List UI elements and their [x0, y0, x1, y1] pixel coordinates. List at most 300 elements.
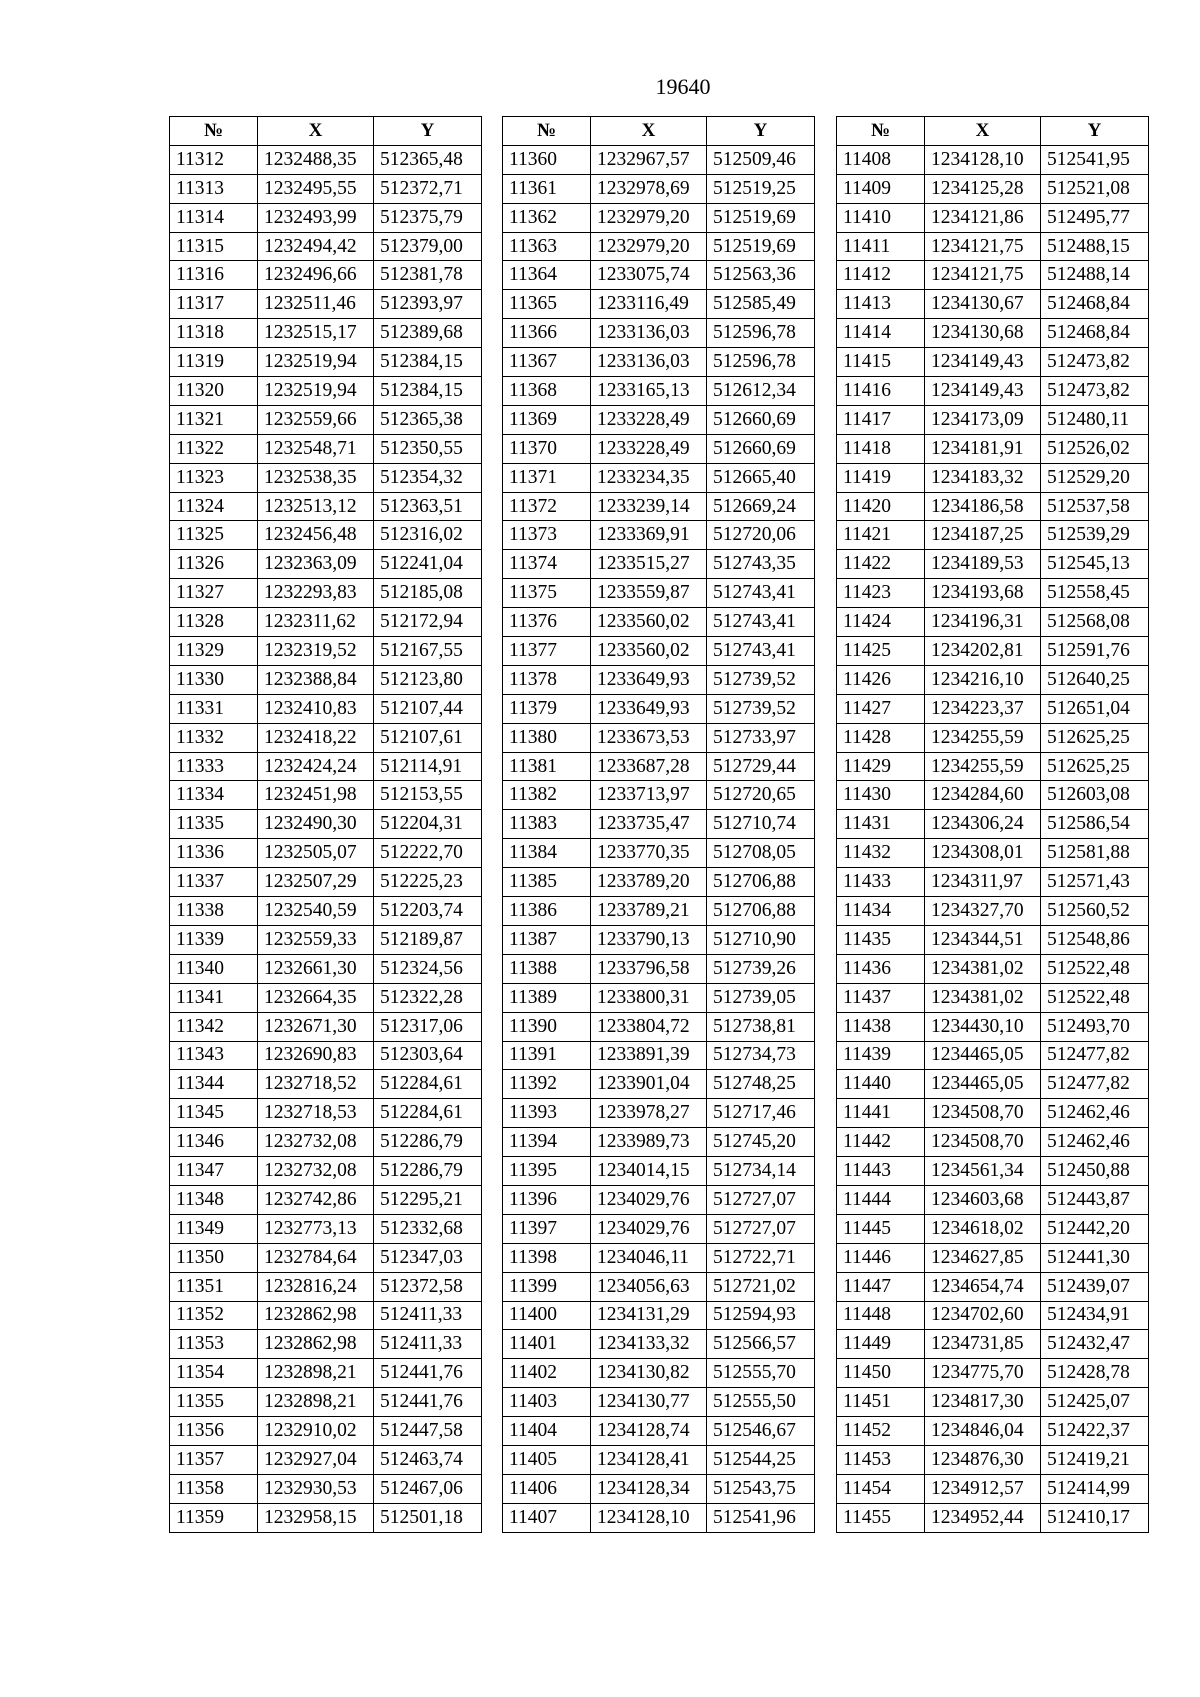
table-row	[503, 348, 815, 377]
point-number-cell: 11358	[170, 1474, 258, 1503]
point-number-cell: 11366	[503, 319, 591, 348]
point-number-cell: 11439	[837, 1041, 925, 1070]
table-row	[837, 608, 1149, 637]
point-number-cell: 11420	[837, 492, 925, 521]
x-coordinate-cell: 1233735,47	[591, 810, 707, 839]
point-number-cell: 11335	[170, 810, 258, 839]
table-row	[170, 810, 482, 839]
coordinates-table-3	[836, 116, 1149, 1533]
x-coordinate-cell: 1232424,24	[258, 752, 374, 781]
point-number-cell: 11354	[170, 1359, 258, 1388]
table-row	[837, 579, 1149, 608]
table-row	[503, 983, 815, 1012]
point-number-cell: 11424	[837, 608, 925, 637]
table-row	[503, 839, 815, 868]
y-coordinate-cell: 512167,55	[374, 637, 482, 666]
y-coordinate-cell: 512384,15	[374, 377, 482, 406]
table-row	[837, 1041, 1149, 1070]
y-coordinate-cell: 512462,46	[1041, 1128, 1149, 1157]
x-coordinate-cell: 1234121,75	[925, 232, 1041, 261]
y-coordinate-cell: 512743,41	[707, 579, 815, 608]
x-coordinate-cell: 1232690,83	[258, 1041, 374, 1070]
x-coordinate-cell: 1234381,02	[925, 954, 1041, 983]
point-number-cell: 11341	[170, 983, 258, 1012]
table-row	[170, 1243, 482, 1272]
x-coordinate-cell: 1234430,10	[925, 1012, 1041, 1041]
header-row	[170, 117, 482, 146]
y-coordinate-cell: 512372,71	[374, 174, 482, 203]
y-coordinate-cell: 512586,54	[1041, 810, 1149, 839]
x-coordinate-cell: 1232451,98	[258, 781, 374, 810]
x-coordinate-cell: 1234618,02	[925, 1214, 1041, 1243]
table-row	[503, 608, 815, 637]
x-coordinate-cell: 1232559,66	[258, 405, 374, 434]
y-coordinate-cell: 512411,33	[374, 1301, 482, 1330]
x-coordinate-cell: 1234255,59	[925, 752, 1041, 781]
x-coordinate-cell: 1232773,13	[258, 1214, 374, 1243]
point-number-cell: 11368	[503, 377, 591, 406]
table-row	[837, 492, 1149, 521]
y-coordinate-cell: 512558,45	[1041, 579, 1149, 608]
coordinates-table-1	[169, 116, 482, 1533]
table-row	[170, 1012, 482, 1041]
point-number-cell: 11443	[837, 1157, 925, 1186]
table-row	[503, 1388, 815, 1417]
y-coordinate-cell: 512488,15	[1041, 232, 1149, 261]
x-coordinate-cell: 1234912,57	[925, 1474, 1041, 1503]
column-header-y: Y	[374, 117, 482, 146]
table-row	[837, 1388, 1149, 1417]
y-coordinate-cell: 512509,46	[707, 145, 815, 174]
y-coordinate-cell: 512745,20	[707, 1128, 815, 1157]
x-coordinate-cell: 1232958,15	[258, 1503, 374, 1532]
x-coordinate-cell: 1232910,02	[258, 1417, 374, 1446]
x-coordinate-cell: 1232388,84	[258, 665, 374, 694]
table-row	[837, 377, 1149, 406]
y-coordinate-cell: 512522,48	[1041, 954, 1149, 983]
y-coordinate-cell: 512727,07	[707, 1214, 815, 1243]
y-coordinate-cell: 512625,25	[1041, 723, 1149, 752]
table-row	[837, 1012, 1149, 1041]
table-row	[503, 1128, 815, 1157]
table-row	[170, 1503, 482, 1532]
column-header-y: Y	[1041, 117, 1149, 146]
point-number-cell: 11455	[837, 1503, 925, 1532]
x-coordinate-cell: 1233649,93	[591, 665, 707, 694]
x-coordinate-cell: 1234216,10	[925, 665, 1041, 694]
table-row	[837, 752, 1149, 781]
point-number-cell: 11332	[170, 723, 258, 752]
point-number-cell: 11369	[503, 405, 591, 434]
point-number-cell: 11403	[503, 1388, 591, 1417]
table-row	[170, 1070, 482, 1099]
table-row	[170, 1301, 482, 1330]
x-coordinate-cell: 1232456,48	[258, 521, 374, 550]
point-number-cell: 11349	[170, 1214, 258, 1243]
x-coordinate-cell: 1232511,46	[258, 290, 374, 319]
table-row	[170, 665, 482, 694]
point-number-cell: 11453	[837, 1445, 925, 1474]
table-row	[170, 174, 482, 203]
point-number-cell: 11407	[503, 1503, 591, 1532]
point-number-cell: 11382	[503, 781, 591, 810]
table-row	[170, 1272, 482, 1301]
y-coordinate-cell: 512317,06	[374, 1012, 482, 1041]
point-number-cell: 11444	[837, 1185, 925, 1214]
x-coordinate-cell: 1232967,57	[591, 145, 707, 174]
y-coordinate-cell: 512381,78	[374, 261, 482, 290]
x-coordinate-cell: 1232671,30	[258, 1012, 374, 1041]
point-number-cell: 11450	[837, 1359, 925, 1388]
column-header-x: X	[925, 117, 1041, 146]
y-coordinate-cell: 512541,95	[1041, 145, 1149, 174]
point-number-cell: 11430	[837, 781, 925, 810]
x-coordinate-cell: 1234196,31	[925, 608, 1041, 637]
point-number-cell: 11325	[170, 521, 258, 550]
x-coordinate-cell: 1232515,17	[258, 319, 374, 348]
point-number-cell: 11386	[503, 897, 591, 926]
table-row	[503, 174, 815, 203]
point-number-cell: 11334	[170, 781, 258, 810]
y-coordinate-cell: 512286,79	[374, 1157, 482, 1186]
point-number-cell: 11419	[837, 463, 925, 492]
x-coordinate-cell: 1233075,74	[591, 261, 707, 290]
table-row	[837, 1359, 1149, 1388]
y-coordinate-cell: 512539,29	[1041, 521, 1149, 550]
point-number-cell: 11431	[837, 810, 925, 839]
y-coordinate-cell: 512739,26	[707, 954, 815, 983]
point-number-cell: 11435	[837, 925, 925, 954]
point-number-cell: 11364	[503, 261, 591, 290]
table-row	[503, 377, 815, 406]
y-coordinate-cell: 512225,23	[374, 868, 482, 897]
y-coordinate-cell: 512324,56	[374, 954, 482, 983]
y-coordinate-cell: 512493,70	[1041, 1012, 1149, 1041]
x-coordinate-cell: 1234817,30	[925, 1388, 1041, 1417]
x-coordinate-cell: 1234311,97	[925, 868, 1041, 897]
x-coordinate-cell: 1234014,15	[591, 1157, 707, 1186]
x-coordinate-cell: 1234381,02	[925, 983, 1041, 1012]
y-coordinate-cell: 512529,20	[1041, 463, 1149, 492]
x-coordinate-cell: 1233239,14	[591, 492, 707, 521]
y-coordinate-cell: 512365,48	[374, 145, 482, 174]
point-number-cell: 11426	[837, 665, 925, 694]
y-coordinate-cell: 512734,73	[707, 1041, 815, 1070]
y-coordinate-cell: 512203,74	[374, 897, 482, 926]
y-coordinate-cell: 512739,52	[707, 665, 815, 694]
point-number-cell: 11391	[503, 1041, 591, 1070]
y-coordinate-cell: 512347,03	[374, 1243, 482, 1272]
y-coordinate-cell: 512729,44	[707, 752, 815, 781]
y-coordinate-cell: 512734,14	[707, 1157, 815, 1186]
table-row	[837, 463, 1149, 492]
table-row	[170, 492, 482, 521]
table-row	[837, 1417, 1149, 1446]
table-row	[837, 261, 1149, 290]
point-number-cell: 11318	[170, 319, 258, 348]
table-row	[170, 954, 482, 983]
table-row	[170, 377, 482, 406]
table-row	[837, 405, 1149, 434]
point-number-cell: 11371	[503, 463, 591, 492]
y-coordinate-cell: 512722,71	[707, 1243, 815, 1272]
point-number-cell: 11363	[503, 232, 591, 261]
y-coordinate-cell: 512332,68	[374, 1214, 482, 1243]
point-number-cell: 11393	[503, 1099, 591, 1128]
point-number-cell: 11336	[170, 839, 258, 868]
point-number-cell: 11323	[170, 463, 258, 492]
point-number-cell: 11417	[837, 405, 925, 434]
point-number-cell: 11381	[503, 752, 591, 781]
table-row	[503, 665, 815, 694]
point-number-cell: 11392	[503, 1070, 591, 1099]
table-row	[503, 1185, 815, 1214]
x-coordinate-cell: 1233165,13	[591, 377, 707, 406]
point-number-cell: 11422	[837, 550, 925, 579]
y-coordinate-cell: 512596,78	[707, 319, 815, 348]
y-coordinate-cell: 512450,88	[1041, 1157, 1149, 1186]
y-coordinate-cell: 512545,13	[1041, 550, 1149, 579]
table-row	[170, 579, 482, 608]
x-coordinate-cell: 1234149,43	[925, 377, 1041, 406]
x-coordinate-cell: 1232496,66	[258, 261, 374, 290]
y-coordinate-cell: 512284,61	[374, 1070, 482, 1099]
column-header-number: №	[837, 117, 925, 146]
table-row	[837, 1445, 1149, 1474]
point-number-cell: 11345	[170, 1099, 258, 1128]
y-coordinate-cell: 512743,41	[707, 608, 815, 637]
point-number-cell: 11314	[170, 203, 258, 232]
table-row	[170, 261, 482, 290]
table-row	[837, 319, 1149, 348]
table-row	[503, 1474, 815, 1503]
y-coordinate-cell: 512733,97	[707, 723, 815, 752]
table-row	[837, 781, 1149, 810]
y-coordinate-cell: 512468,84	[1041, 290, 1149, 319]
y-coordinate-cell: 512480,11	[1041, 405, 1149, 434]
point-number-cell: 11380	[503, 723, 591, 752]
point-number-cell: 11351	[170, 1272, 258, 1301]
point-number-cell: 11326	[170, 550, 258, 579]
y-coordinate-cell: 512720,06	[707, 521, 815, 550]
x-coordinate-cell: 1232784,64	[258, 1243, 374, 1272]
point-number-cell: 11379	[503, 694, 591, 723]
x-coordinate-cell: 1234731,85	[925, 1330, 1041, 1359]
y-coordinate-cell: 512519,69	[707, 232, 815, 261]
y-coordinate-cell: 512706,88	[707, 897, 815, 926]
y-coordinate-cell: 512107,61	[374, 723, 482, 752]
x-coordinate-cell: 1234508,70	[925, 1128, 1041, 1157]
x-coordinate-cell: 1232661,30	[258, 954, 374, 983]
table-row	[837, 839, 1149, 868]
y-coordinate-cell: 512441,30	[1041, 1243, 1149, 1272]
y-coordinate-cell: 512710,90	[707, 925, 815, 954]
point-number-cell: 11414	[837, 319, 925, 348]
point-number-cell: 11331	[170, 694, 258, 723]
table-row	[503, 203, 815, 232]
x-coordinate-cell: 1233560,02	[591, 637, 707, 666]
x-coordinate-cell: 1234202,81	[925, 637, 1041, 666]
point-number-cell: 11387	[503, 925, 591, 954]
table-row	[837, 232, 1149, 261]
y-coordinate-cell: 512495,77	[1041, 203, 1149, 232]
y-coordinate-cell: 512432,47	[1041, 1330, 1149, 1359]
table-row	[170, 1128, 482, 1157]
table-row	[837, 897, 1149, 926]
table-row	[837, 174, 1149, 203]
y-coordinate-cell: 512743,41	[707, 637, 815, 666]
y-coordinate-cell: 512411,33	[374, 1330, 482, 1359]
point-number-cell: 11440	[837, 1070, 925, 1099]
y-coordinate-cell: 512596,78	[707, 348, 815, 377]
table-row	[170, 983, 482, 1012]
x-coordinate-cell: 1234223,37	[925, 694, 1041, 723]
x-coordinate-cell: 1233891,39	[591, 1041, 707, 1070]
x-coordinate-cell: 1234846,04	[925, 1417, 1041, 1446]
x-coordinate-cell: 1234284,60	[925, 781, 1041, 810]
x-coordinate-cell: 1232410,83	[258, 694, 374, 723]
table-row	[503, 579, 815, 608]
column-header-y: Y	[707, 117, 815, 146]
y-coordinate-cell: 512468,84	[1041, 319, 1149, 348]
point-number-cell: 11330	[170, 665, 258, 694]
point-number-cell: 11438	[837, 1012, 925, 1041]
table-row	[837, 1070, 1149, 1099]
point-number-cell: 11416	[837, 377, 925, 406]
table-row	[170, 1099, 482, 1128]
x-coordinate-cell: 1232311,62	[258, 608, 374, 637]
x-coordinate-cell: 1233228,49	[591, 405, 707, 434]
y-coordinate-cell: 512743,35	[707, 550, 815, 579]
table-row	[837, 665, 1149, 694]
table-row	[837, 1330, 1149, 1359]
table-row	[503, 463, 815, 492]
point-number-cell: 11401	[503, 1330, 591, 1359]
point-number-cell: 11373	[503, 521, 591, 550]
table-row	[503, 1070, 815, 1099]
y-coordinate-cell: 512439,07	[1041, 1272, 1149, 1301]
table-row	[503, 1503, 815, 1532]
y-coordinate-cell: 512393,97	[374, 290, 482, 319]
point-number-cell: 11350	[170, 1243, 258, 1272]
y-coordinate-cell: 512434,91	[1041, 1301, 1149, 1330]
y-coordinate-cell: 512443,87	[1041, 1185, 1149, 1214]
y-coordinate-cell: 512123,80	[374, 665, 482, 694]
point-number-cell: 11361	[503, 174, 591, 203]
page-number: 19640	[655, 74, 711, 99]
y-coordinate-cell: 512571,43	[1041, 868, 1149, 897]
x-coordinate-cell: 1233559,87	[591, 579, 707, 608]
x-coordinate-cell: 1232979,20	[591, 203, 707, 232]
x-coordinate-cell: 1234029,76	[591, 1214, 707, 1243]
y-coordinate-cell: 512303,64	[374, 1041, 482, 1070]
table-row	[837, 521, 1149, 550]
point-number-cell: 11339	[170, 925, 258, 954]
x-coordinate-cell: 1233790,13	[591, 925, 707, 954]
y-coordinate-cell: 512428,78	[1041, 1359, 1149, 1388]
y-coordinate-cell: 512560,52	[1041, 897, 1149, 926]
point-number-cell: 11427	[837, 694, 925, 723]
x-coordinate-cell: 1234627,85	[925, 1243, 1041, 1272]
table-row	[503, 694, 815, 723]
point-number-cell: 11372	[503, 492, 591, 521]
table-row	[503, 521, 815, 550]
x-coordinate-cell: 1233234,35	[591, 463, 707, 492]
y-coordinate-cell: 512422,37	[1041, 1417, 1149, 1446]
table-row	[170, 434, 482, 463]
y-coordinate-cell: 512710,74	[707, 810, 815, 839]
x-coordinate-cell: 1233989,73	[591, 1128, 707, 1157]
x-coordinate-cell: 1232507,29	[258, 868, 374, 897]
y-coordinate-cell: 512189,87	[374, 925, 482, 954]
y-coordinate-cell: 512441,76	[374, 1388, 482, 1417]
x-coordinate-cell: 1233770,35	[591, 839, 707, 868]
y-coordinate-cell: 512467,06	[374, 1474, 482, 1503]
x-coordinate-cell: 1234775,70	[925, 1359, 1041, 1388]
table-row	[170, 1157, 482, 1186]
table-row	[503, 1099, 815, 1128]
point-number-cell: 11442	[837, 1128, 925, 1157]
point-number-cell: 11322	[170, 434, 258, 463]
y-coordinate-cell: 512473,82	[1041, 377, 1149, 406]
x-coordinate-cell: 1233560,02	[591, 608, 707, 637]
y-coordinate-cell: 512739,52	[707, 694, 815, 723]
y-coordinate-cell: 512463,74	[374, 1445, 482, 1474]
x-coordinate-cell: 1234130,68	[925, 319, 1041, 348]
x-coordinate-cell: 1232319,52	[258, 637, 374, 666]
y-coordinate-cell: 512153,55	[374, 781, 482, 810]
table-row	[170, 1417, 482, 1446]
table-row	[170, 1330, 482, 1359]
x-coordinate-cell: 1234344,51	[925, 925, 1041, 954]
header-row	[503, 117, 815, 146]
table-row	[503, 1417, 815, 1446]
point-number-cell: 11412	[837, 261, 925, 290]
header-row	[837, 117, 1149, 146]
x-coordinate-cell: 1234327,70	[925, 897, 1041, 926]
y-coordinate-cell: 512555,50	[707, 1388, 815, 1417]
x-coordinate-cell: 1232519,94	[258, 377, 374, 406]
x-coordinate-cell: 1234130,77	[591, 1388, 707, 1417]
table-row	[837, 694, 1149, 723]
point-number-cell: 11434	[837, 897, 925, 926]
table-row	[170, 1474, 482, 1503]
point-number-cell: 11384	[503, 839, 591, 868]
y-coordinate-cell: 512660,69	[707, 405, 815, 434]
table-row	[170, 1445, 482, 1474]
y-coordinate-cell: 512739,05	[707, 983, 815, 1012]
point-number-cell: 11405	[503, 1445, 591, 1474]
x-coordinate-cell: 1234183,32	[925, 463, 1041, 492]
table-row	[837, 723, 1149, 752]
x-coordinate-cell: 1232548,71	[258, 434, 374, 463]
x-coordinate-cell: 1232488,35	[258, 145, 374, 174]
x-coordinate-cell: 1233515,27	[591, 550, 707, 579]
table-row	[837, 810, 1149, 839]
table-row	[837, 1301, 1149, 1330]
x-coordinate-cell: 1234561,34	[925, 1157, 1041, 1186]
table-row	[837, 1099, 1149, 1128]
point-number-cell: 11347	[170, 1157, 258, 1186]
y-coordinate-cell: 512442,20	[1041, 1214, 1149, 1243]
y-coordinate-cell: 512425,07	[1041, 1388, 1149, 1417]
table-row	[170, 1388, 482, 1417]
table-row	[837, 1474, 1149, 1503]
table-row	[503, 752, 815, 781]
table-row	[170, 868, 482, 897]
x-coordinate-cell: 1234133,32	[591, 1330, 707, 1359]
point-number-cell: 11452	[837, 1417, 925, 1446]
